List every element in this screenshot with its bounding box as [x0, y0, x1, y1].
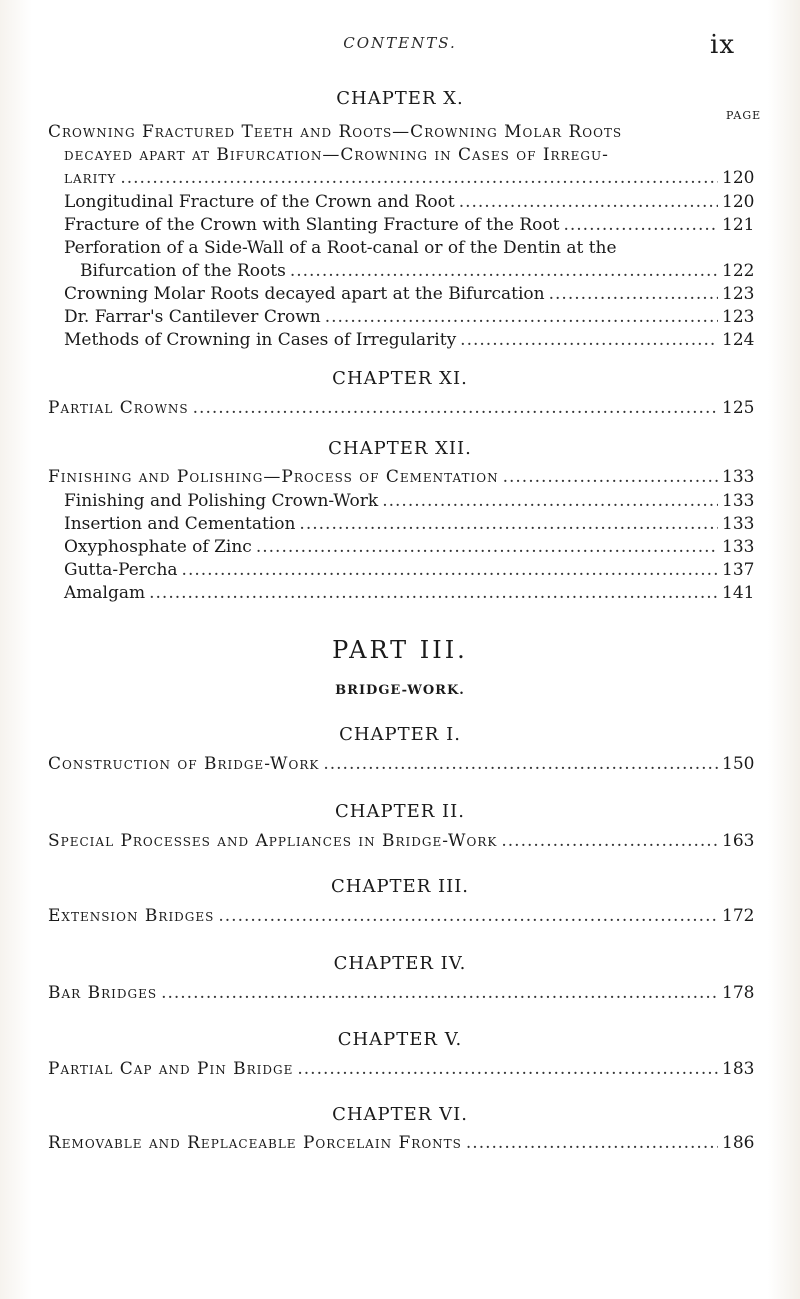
toc-entry: Methods of Crowning in Cases of Irregularity ..... 124	[64, 330, 752, 350]
toc-entry: Amalgam ..... 141	[64, 583, 752, 603]
toc-entry: Crowning Molar Roots decayed apart at the Bifurcation ..... 123	[64, 284, 752, 304]
part-iii-chapter-ii-title: Special Processes and Appliances in Bridge-Work ..... 163	[48, 831, 752, 851]
part-iii-title: PART III.	[332, 636, 468, 664]
part-iii-chapter-i-heading: CHAPTER I.	[339, 724, 461, 745]
running-head: CONTENTS.	[343, 34, 457, 52]
toc-entry-continued: Perforation of a Side-Wall of a Root-canal or of the Dentin at the	[64, 238, 617, 258]
part-iii-chapter-iii-heading: CHAPTER III.	[330, 876, 470, 897]
part-iii-chapter-ii-heading: CHAPTER II.	[335, 801, 465, 822]
part-iii-chapter-i-title: Construction of Bridge-Work ..... 150	[48, 754, 752, 774]
chapter-xi-heading: CHAPTER XI.	[332, 368, 468, 389]
part-iii-chapter-vi-heading: CHAPTER VI.	[332, 1104, 468, 1125]
part-iii-chapter-iv-heading: CHAPTER IV.	[333, 953, 467, 974]
page-column-label: PAGE	[726, 109, 762, 122]
chapter-x-title-line1: Crowning Fractured Teeth and Roots—Crowning Molar Roots	[48, 122, 623, 142]
chapter-x-title-line2: decayed apart at Bifurcation—Crowning in Cases of Irregu-	[64, 145, 609, 165]
chapter-x-title-line3: larity ..... 120	[64, 168, 752, 188]
toc-entry: Dr. Farrar's Cantilever Crown ..... 123	[64, 307, 752, 327]
part-iii-chapter-v-title: Partial Cap and Pin Bridge ..... 183	[48, 1059, 752, 1079]
toc-entry: Finishing and Polishing Crown-Work ..... 133	[64, 491, 752, 511]
part-iii-subtitle: BRIDGE-WORK.	[335, 683, 465, 698]
toc-entry: Fracture of the Crown with Slanting Fracture of the Root ..... 121	[64, 215, 752, 235]
chapter-xii-heading: CHAPTER XII.	[328, 438, 472, 459]
part-iii-chapter-iv-title: Bar Bridges ..... 178	[48, 983, 752, 1003]
part-iii-chapter-iii-title: Extension Bridges ..... 172	[48, 906, 752, 926]
part-iii-chapter-v-heading: CHAPTER V.	[337, 1029, 463, 1050]
page-number-roman: ix	[710, 30, 735, 60]
part-iii-chapter-vi-title: Removable and Replaceable Porcelain Fronts ..... 186	[48, 1133, 752, 1153]
chapter-xi-title: Partial Crowns ..... 125	[48, 398, 752, 418]
chapter-xii-title: Finishing and Polishing—Process of Cementation ..... 133	[48, 467, 752, 487]
toc-entry: Bifurcation of the Roots ..... 122	[80, 261, 752, 281]
toc-entry: Longitudinal Fracture of the Crown and Root ..... 120	[64, 192, 752, 212]
toc-entry: Insertion and Cementation ..... 133	[64, 514, 752, 534]
toc-entry: Oxyphosphate of Zinc ..... 133	[64, 537, 752, 557]
chapter-x-heading: CHAPTER X.	[336, 88, 464, 109]
toc-entry: Gutta-Percha ..... 137	[64, 560, 752, 580]
